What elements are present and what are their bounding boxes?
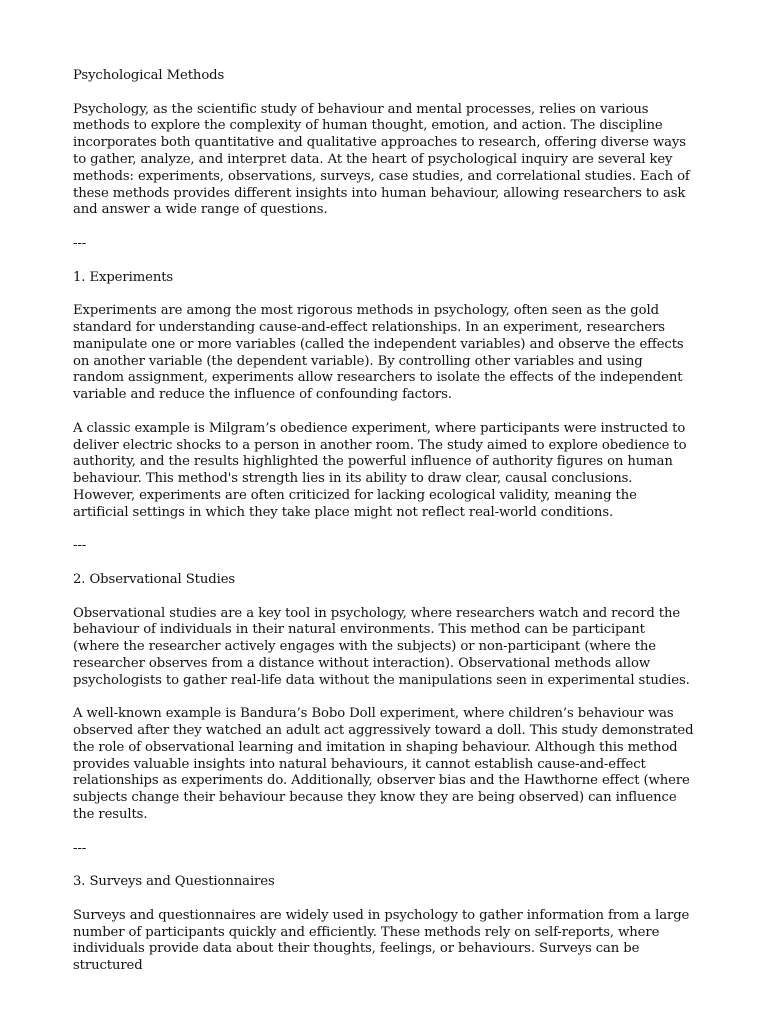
observational-paragraph-1: Observational studies are a key tool in psychology, where researchers watch and record the behaviour of individuals in their natural environments. This method can be participant (where the researcher actively engages with the subjects) or non-participant (where the researcher observes from a distance without interaction). Observational methods allow psychologists to gather real-life data without the manipulations seen in experimental studies. bbox=[73, 605, 690, 688]
section-heading-observational-studies: 2. Observational Studies bbox=[73, 571, 236, 587]
section-separator: --- bbox=[73, 235, 87, 251]
observational-paragraph-2: A well-known example is Bandura’s Bobo Doll experiment, where children’s behaviour was observed after they watched an adult act aggressively toward a doll. This study demonstrated the role of observational learning and imitation in shaping behaviour. Although this method provides valuable insights into natural behaviours, it cannot establish cause-and-effect relationships as experiments do. Additionally, observer bias and the Hawthorne effect (where subjects change their behaviour because they know they are being observed) can influence the results. bbox=[73, 706, 694, 823]
intro-paragraph: Psychology, as the scientific study of behaviour and mental processes, relies on various methods to explore the complexity of human thought, emotion, and action. The discipline incorporates both quantitative and qualitative approaches to research, offering diverse ways to gather, analyze, and interpret data. At the heart of psychological inquiry are several key methods: experiments, observations, surveys, case studies, and correlational studies. Each of these methods provides different insights into human behaviour, allowing researchers to ask and answer a wide range of questions. bbox=[73, 101, 690, 218]
document-page bbox=[73, 68, 695, 992]
section-separator: --- bbox=[73, 840, 87, 856]
section-separator: --- bbox=[73, 538, 87, 554]
section-heading-surveys: 3. Surveys and Questionnaires bbox=[73, 874, 275, 890]
experiments-paragraph-2: A classic example is Milgram’s obedience experiment, where participants were instructed to deliver electric shocks to a person in another room. The study aimed to explore obedience to authority, and the results highlighted the powerful influence of authority figures on human behaviour. This method's strength lies in its ability to draw clear, causal conclusions. However, experiments are often criticized for lacking ecological validity, meaning the artificial settings in which they take place might not reflect real-world conditions. bbox=[73, 420, 687, 520]
section-heading-experiments: 1. Experiments bbox=[73, 269, 174, 285]
experiments-paragraph-1: Experiments are among the most rigorous methods in psychology, often seen as the gold standard for understanding cause-and-effect relationships. In an experiment, researchers manipulate one or more variables (called the independent variables) and observe the effects on another variable (the dependent variable). By controlling other variables and using random assignment, experiments allow researchers to isolate the effects of the independent variable and reduce the influence of confounding factors. bbox=[73, 303, 684, 403]
document-title: Psychological Methods bbox=[73, 68, 225, 83]
surveys-paragraph-1: Surveys and questionnaires are widely used in psychology to gather information from a large number of participants quickly and efficiently. These methods rely on self-reports, where individuals provide data about their thoughts, feelings, or behaviours. Surveys can be structured bbox=[73, 907, 690, 974]
